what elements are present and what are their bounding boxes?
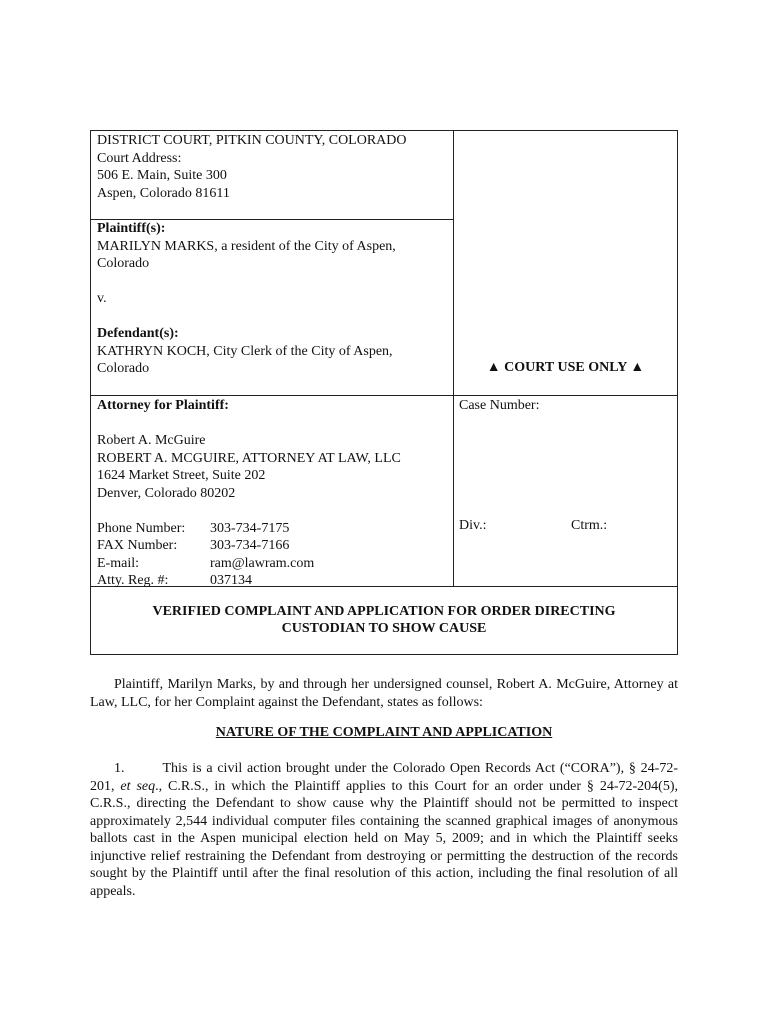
case-number-label: Case Number: <box>459 398 540 413</box>
paragraph-1-number: 1. <box>114 761 125 776</box>
document-title-line1: VERIFIED COMPLAINT AND APPLICATION FOR ORDER DIRECTING <box>152 603 616 619</box>
attorney-firm: ROBERT A. MCGUIRE, ATTORNEY AT LAW, LLC <box>97 450 401 466</box>
attorney-city: Denver, Colorado 80202 <box>97 485 236 501</box>
court-use-only-label: ▲ COURT USE ONLY ▲ <box>486 360 645 375</box>
plaintiff-line1: MARILYN MARKS, a resident of the City of Aspen, <box>97 238 396 254</box>
contact-row-phone <box>97 520 401 538</box>
division-label: Div.: <box>459 518 487 533</box>
phone-value: 303-734-7175 <box>210 520 290 536</box>
attorney-label: Attorney for Plaintiff: <box>97 398 229 413</box>
attorney-street: 1624 Market Street, Suite 202 <box>97 468 266 483</box>
intro-paragraph <box>90 676 678 711</box>
fax-label: FAX Number: <box>97 538 178 553</box>
intro-text: Plaintiff, Marilyn Marks, by and through her undersigned counsel, Robert A. McGuire, Attorney at Law, LLC, for her Complaint against the Defendant, states as follows: <box>90 677 678 710</box>
email-value: ram@lawram.com <box>210 555 315 571</box>
court-address-line1: 506 E. Main, Suite 300 <box>97 168 227 183</box>
phone-label: Phone Number: <box>97 520 186 536</box>
reg-value: 037134 <box>210 573 252 588</box>
defendant-label: Defendant(s): <box>97 326 179 341</box>
caption-divider-attorney <box>91 395 677 396</box>
contact-row-fax <box>97 537 401 555</box>
document-title-line2: CUSTODIAN TO SHOW CAUSE <box>281 621 487 636</box>
court-name: DISTRICT COURT, PITKIN COUNTY, COLORADO <box>97 133 407 148</box>
fax-value: 303-734-7166 <box>210 538 290 553</box>
attorney-block <box>97 397 401 590</box>
section-heading: NATURE OF THE COMPLAINT AND APPLICATION <box>215 725 553 740</box>
paragraph-1 <box>90 760 678 900</box>
court-block <box>97 132 407 202</box>
parties-block <box>97 220 396 378</box>
reg-label: Atty. Reg. #: <box>97 573 169 588</box>
defendant-line1: KATHRYN KOCH, City Clerk of the City of Aspen, <box>97 343 393 359</box>
email-label: E-mail: <box>97 555 139 571</box>
plaintiff-label: Plaintiff(s): <box>97 221 166 236</box>
document-title <box>91 586 677 654</box>
courtroom-label: Ctrm.: <box>571 518 608 533</box>
paragraph-1-text-a: This is a civil action brought under the Colorado Open Records Act (“CORA”), § 24-72-201, <box>90 761 678 794</box>
defendant-line2: Colorado <box>97 361 150 376</box>
plaintiff-line2: Colorado <box>97 256 150 271</box>
paragraph-1-et-seq: et seq <box>120 778 156 794</box>
case-caption-table <box>90 130 678 655</box>
contact-row-email <box>97 555 401 573</box>
court-address-label: Court Address: <box>97 150 182 166</box>
versus-text: v. <box>97 291 107 306</box>
attorney-name: Robert A. McGuire <box>97 433 206 448</box>
paragraph-1-text-b: ., C.R.S., in which the Plaintiff applies to this Court for an order under § 24-72-204(5), C.R.S., directing the Defendant to show cause why the Plaintiff should not be permitted to inspect approximately 2,544 individual computer files containing the scanned graphical images of anonymous ballots cast in the Aspen municipal election held on May 5, 2009; and in which the Plaintiff seeks injunctive relief restraining the Defendant from destroying or permitting the destruction of the records sought by the Plaintiff until after the final resolution of this action, including the final resolution of all appeals. <box>90 778 678 899</box>
court-address-line2: Aspen, Colorado 81611 <box>97 185 230 201</box>
